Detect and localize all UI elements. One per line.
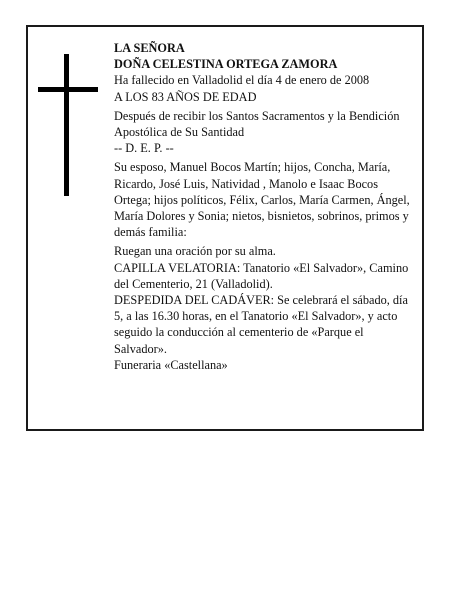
dep-line: -- D. E. P. --: [114, 141, 174, 156]
funeral-home: Funeraria «Castellana»: [114, 357, 228, 372]
deceased-name: DOÑA CELESTINA ORTEGA ZAMORA: [114, 57, 338, 72]
cross-vertical-bar: [64, 54, 69, 196]
family-text: Su esposo, Manuel Bocos Martín; hijos, Concha, María, Ricardo, José Luis, Natividad , Manolo e Isaac Bocos Ortega; hijos políticos, Félix, Carlos, María Carmen, Ángel, María Dolores y Sonia; nietos, bisnietos, sobrinos, primos y demás familia:: [114, 160, 410, 240]
title-la-senora: LA SEÑORA: [114, 41, 185, 55]
death-info: Ha fallecido en Valladolid el día 4 de enero de 2008: [114, 73, 370, 88]
obituary-text: [114, 40, 414, 373]
cross-horizontal-bar: [38, 87, 98, 92]
funeral-info: DESPEDIDA DEL CADÁVER: Se celebrará el sábado, día 5, a las 16.30 horas, en el Tanatorio «El Salvador», y acto seguido la conducción al cementerio de «Parque el Salvador».: [114, 293, 408, 356]
age-line: A LOS 83 AÑOS DE EDAD: [114, 89, 257, 104]
prayer-text: Ruegan una oración por su alma.: [114, 244, 276, 259]
sacraments-text: Después de recibir los Santos Sacramentos y la Bendición Apostólica de Su Santidad: [114, 108, 400, 140]
chapel-info: CAPILLA VELATORIA: Tanatorio «El Salvador», Camino del Cementerio, 21 (Valladolid).: [114, 260, 409, 291]
latin-cross-icon: [38, 54, 98, 196]
